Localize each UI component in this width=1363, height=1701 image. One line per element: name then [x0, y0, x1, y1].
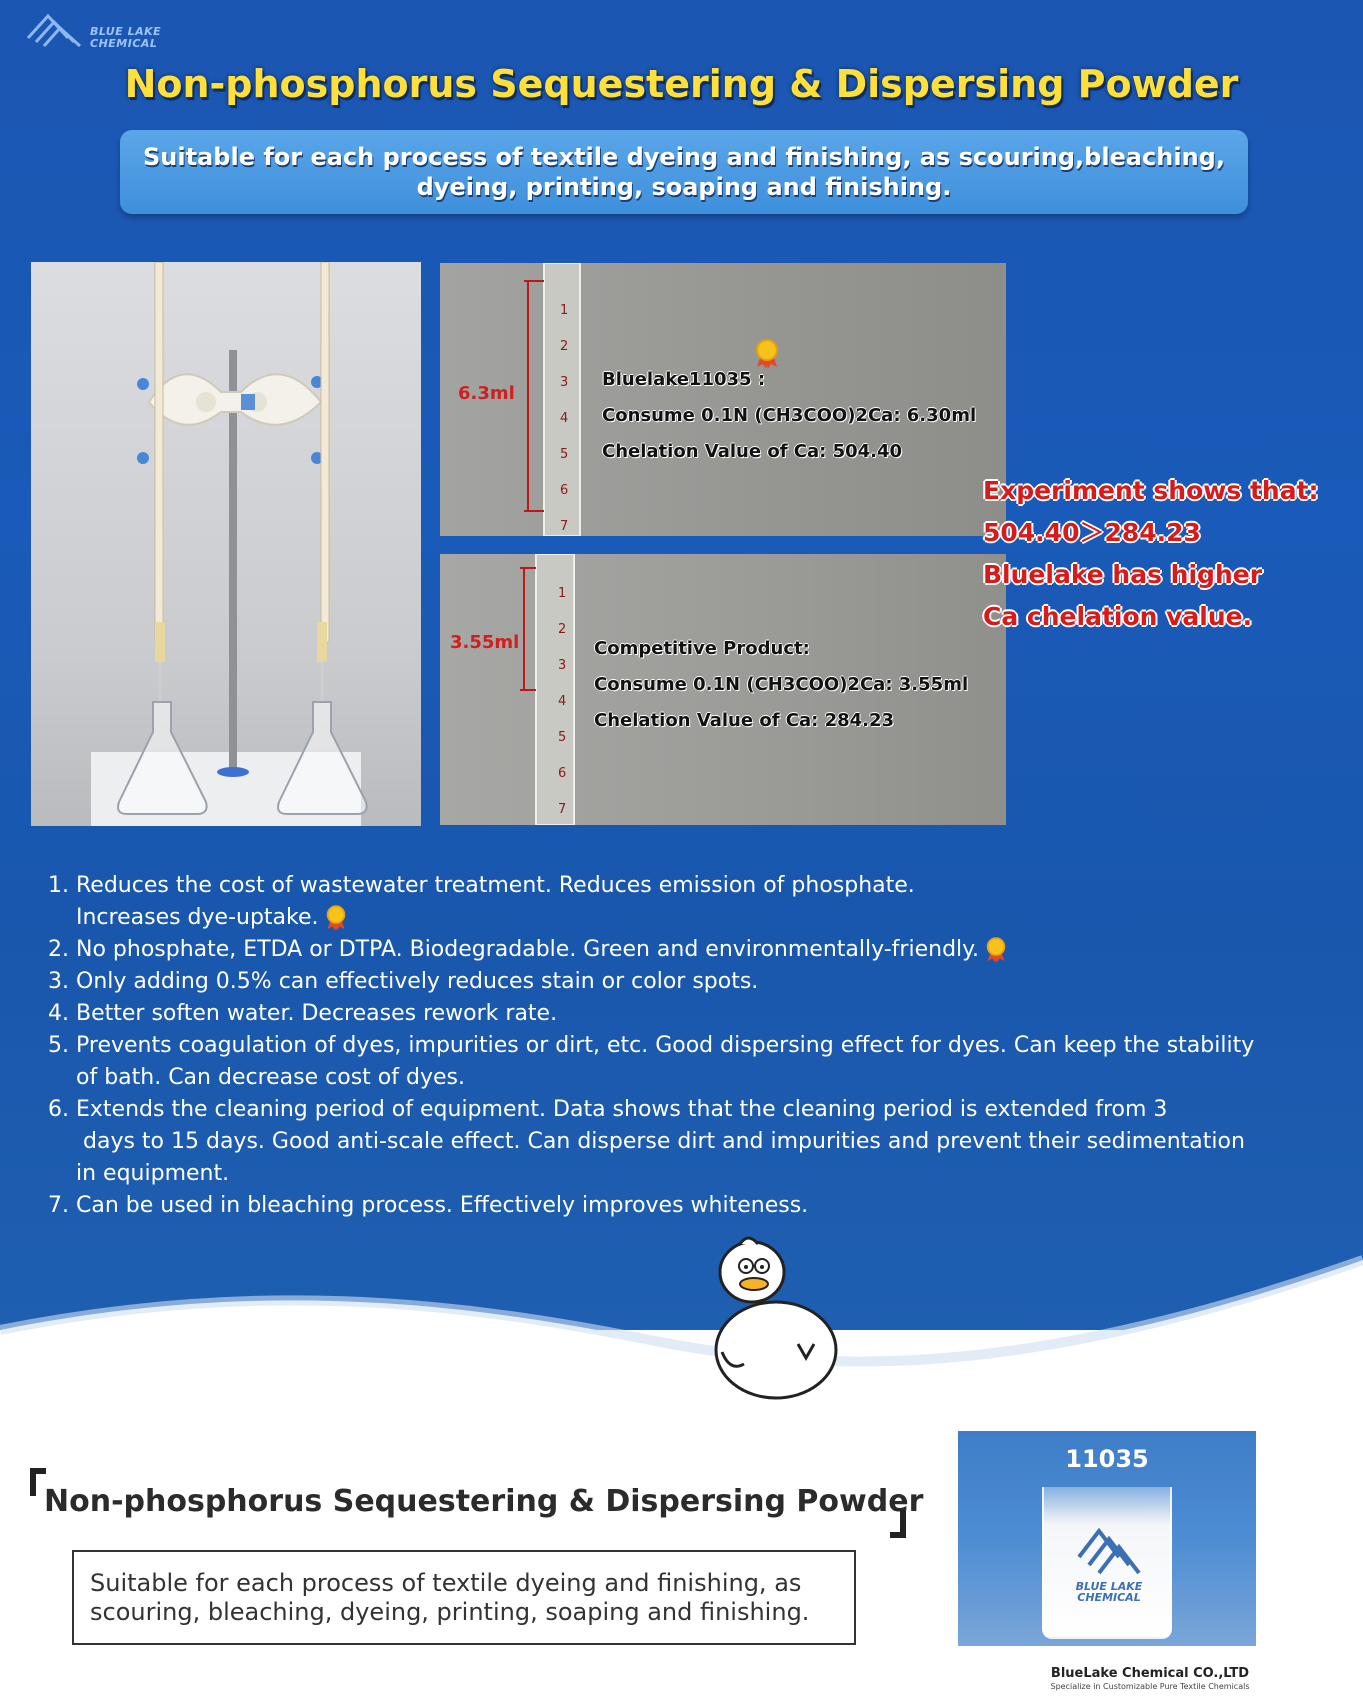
feature-number: 7.	[48, 1193, 69, 1218]
scale-mark: 4	[558, 694, 567, 709]
feature-line: days to 15 days. Good anti-scale effect. Can disperse dirt and impurities and prevent their sedimentation	[76, 1129, 1245, 1154]
bottom-consume: Consume 0.1N (CH3COO)2Ca: 3.55ml	[594, 674, 969, 695]
subtitle-text: Suitable for each process of textile dyeing and finishing, as scouring,bleaching, dyeing, printing, soaping and finishing.	[143, 143, 1225, 201]
scale-mark: 6	[560, 483, 569, 498]
lake-logo-icon	[1074, 1517, 1144, 1577]
scale-mark: 6	[558, 766, 567, 781]
scale-mark: 1	[560, 303, 569, 318]
product-photo	[958, 1431, 1256, 1646]
scale-mark: 2	[558, 622, 567, 637]
competitor-burette-photo	[440, 554, 1006, 825]
scale-mark: 7	[558, 802, 567, 817]
bottom-chelation: Chelation Value of Ca: 284.23	[594, 710, 895, 731]
beaker-brand-line-1: BLUE LAKE	[1075, 1580, 1143, 1593]
feature-number: 5.	[48, 1033, 69, 1058]
top-product-name: Bluelake11035 :	[602, 369, 766, 390]
feature-number: 2.	[48, 937, 69, 962]
feature-number: 4.	[48, 1001, 69, 1026]
feature-line: Only adding 0.5% can effectively reduces stain or color spots.	[76, 969, 759, 994]
feature-line: No phosphate, ETDA or DTPA. Biodegradable. Green and environmentally-friendly.	[76, 937, 980, 962]
top-consume: Consume 0.1N (CH3COO)2Ca: 6.30ml	[602, 405, 977, 426]
bluelake-burette-photo	[440, 263, 1006, 536]
page-title: Non-phosphorus Sequestering & Dispersing Powder	[124, 62, 1239, 106]
medal-icon	[985, 937, 1007, 963]
brand-line-2: CHEMICAL	[90, 37, 158, 50]
medal-icon	[754, 339, 780, 369]
feature-number: 3.	[48, 969, 69, 994]
brand-line-1: BLUE LAKE	[90, 25, 162, 38]
experiment-line-3: Bluelake has higher	[983, 560, 1263, 589]
experiment-line-1: Experiment shows that:	[983, 476, 1319, 505]
feature-line: Reduces the cost of wastewater treatment. Reduces emission of phosphate.	[76, 873, 915, 898]
feature-number: 1.	[48, 873, 69, 898]
feature-item	[48, 998, 1338, 1030]
feature-item	[48, 1030, 1338, 1094]
scale-mark: 4	[560, 411, 569, 426]
bottom-product-name: Competitive Product:	[594, 638, 810, 659]
feature-line: Increases dye-uptake.	[76, 905, 319, 930]
beaker-brand	[1044, 1581, 1174, 1603]
duck-mascot-icon	[700, 1232, 850, 1402]
scale-mark: 5	[560, 447, 569, 462]
scale-mark: 5	[558, 730, 567, 745]
top-chelation: Chelation Value of Ca: 504.40	[602, 441, 903, 462]
lab-titration-photo	[31, 262, 421, 826]
scale-mark: 3	[558, 658, 567, 673]
title-bracket-close	[890, 1510, 906, 1538]
feature-number: 6.	[48, 1097, 69, 1122]
feature-list	[48, 870, 1338, 1222]
scale-mark: 1	[558, 586, 567, 601]
feature-item	[48, 934, 1338, 966]
titration-stand-illustration	[31, 262, 421, 826]
product-description: Suitable for each process of textile dyeing and finishing, as scouring, bleaching, dyeing, printing, soaping and finishing.	[90, 1568, 810, 1626]
scale-mark: 7	[560, 519, 569, 534]
company-name: BlueLake Chemical CO.,LTD	[1050, 1666, 1250, 1681]
experiment-line-4: Ca chelation value.	[983, 602, 1253, 631]
wave-divider	[0, 1240, 1363, 1440]
subtitle-box	[120, 130, 1248, 214]
product-section-title: Non-phosphorus Sequestering & Dispersing Powder	[44, 1484, 924, 1519]
scale-mark: 3	[560, 375, 569, 390]
top-scale	[560, 293, 568, 536]
experiment-conclusion	[983, 470, 1319, 638]
burette-top-illustration	[440, 263, 1006, 536]
feature-line: Can be used in bleaching process. Effectively improves whiteness.	[76, 1193, 809, 1218]
lake-logo-icon	[24, 8, 84, 52]
feature-line: Extends the cleaning period of equipment. Data shows that the cleaning period is extended from 3	[76, 1097, 1168, 1122]
feature-line: Better soften water. Decreases rework rate.	[76, 1001, 558, 1026]
feature-item	[48, 966, 1338, 998]
feature-item	[48, 1094, 1338, 1190]
feature-item	[48, 1190, 1338, 1222]
product-code: 11035	[1065, 1445, 1149, 1473]
bottom-volume-label: 3.55ml	[450, 632, 520, 653]
company-tagline: Specialize in Customizable Pure Textile Chemicals	[1050, 1682, 1250, 1691]
bottom-scale	[558, 576, 566, 825]
feature-line: of bath. Can decrease cost of dyes.	[76, 1065, 465, 1090]
brand-name	[90, 26, 161, 50]
feature-item	[48, 870, 1338, 934]
feature-line: in equipment.	[76, 1161, 230, 1186]
product-description-box	[72, 1550, 856, 1645]
beaker	[1042, 1487, 1172, 1639]
experiment-line-2: 504.40＞284.23	[983, 518, 1201, 547]
feature-line: Prevents coagulation of dyes, impurities or dirt, etc. Good dispersing effect for dyes. Can keep the stability	[76, 1033, 1255, 1058]
scale-mark: 2	[560, 339, 569, 354]
medal-icon	[325, 905, 347, 931]
beaker-brand-line-2: CHEMICAL	[1077, 1591, 1141, 1604]
top-volume-label: 6.3ml	[458, 383, 515, 404]
